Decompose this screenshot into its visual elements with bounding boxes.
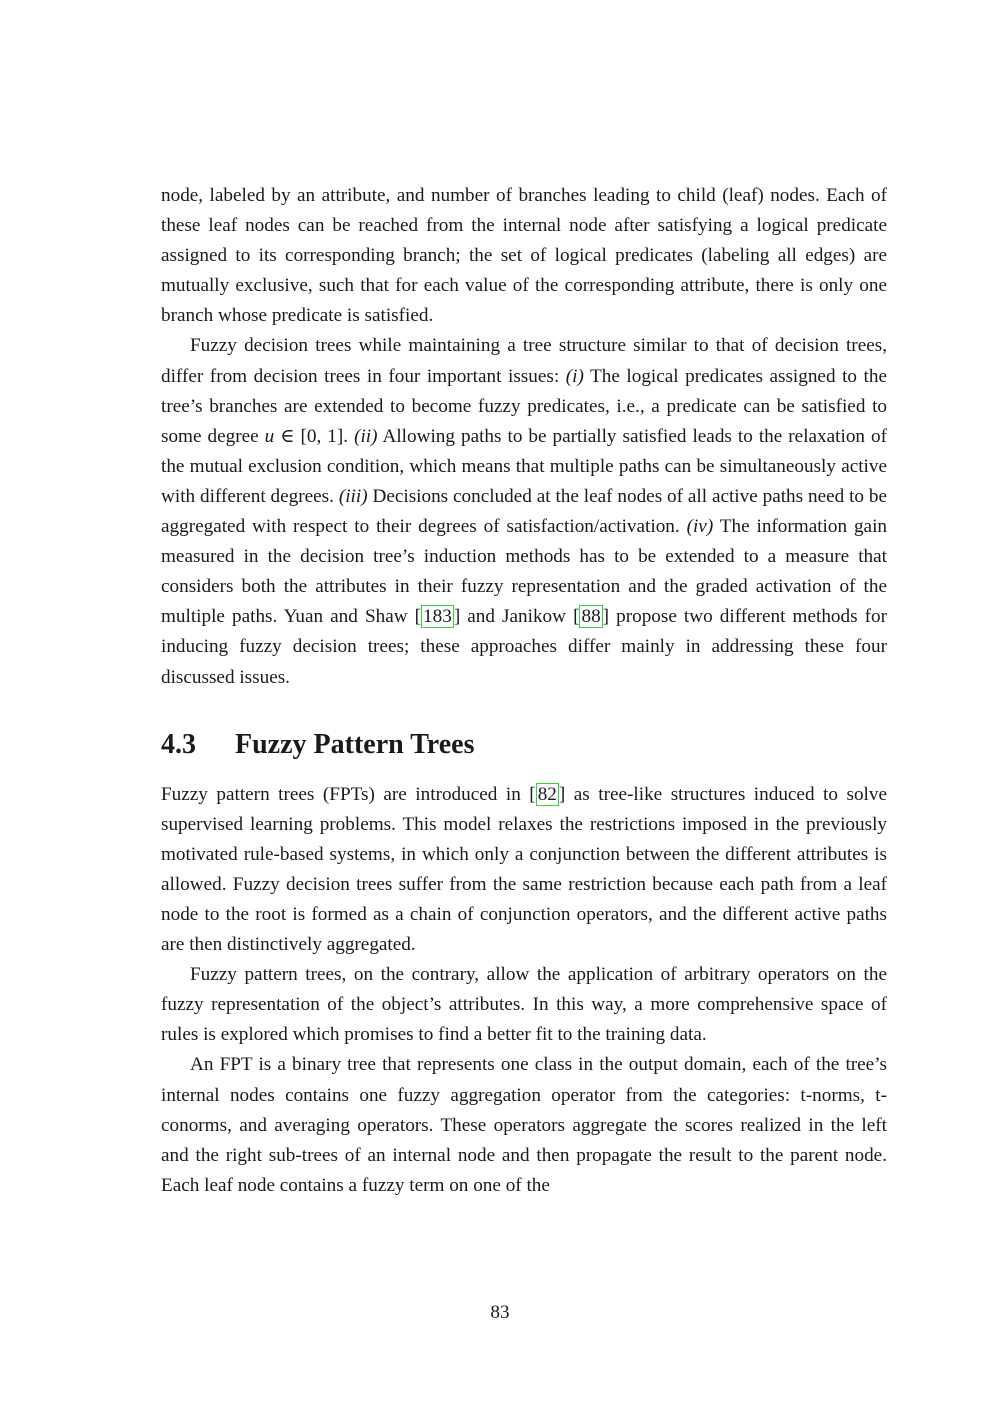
- paragraph-5: An FPT is a binary tree that represents one class in the output domain, each of the tree’s internal nodes contains one fuzzy aggregation operator from the categories: t-norms, t-conorms, and averaging operators. These operators aggregate the scores realized in the left and the right sub-trees of an internal node and then propagate the result to the parent node. Each leaf node contains a fuzzy term on one of the: [161, 1054, 887, 1196]
- citation-link[interactable]: 82: [537, 783, 557, 805]
- citation-link[interactable]: 183: [423, 606, 452, 628]
- text-run: The logical predicates assigned to the tree’s branches are extended to become fuzzy predicates, i.e., a predicate can be satisfied to some degree: [161, 365, 887, 447]
- paragraph-1: node, labeled by an attribute, and number of branches leading to child (leaf) nodes. Each of these leaf nodes can be reached from the internal node after satisfying a logical predicate assigned to its corresponding branch; the set of logical predicates (labeling all edges) are mutually exclusive, such that for each value of the corresponding attribute, there is only one branch whose predicate is satisfied.: [161, 185, 887, 327]
- text-run: Allowing paths to be partially satisfied leads to the relaxation of the mutual exclusion condition, which means that multiple paths can be simultaneously active with different degrees.: [161, 425, 887, 507]
- enum-marker: (ii): [354, 425, 378, 447]
- section-title: Fuzzy Pattern Trees: [235, 728, 475, 760]
- enum-marker: (iii): [338, 485, 368, 507]
- text-run: ] and Janikow [: [453, 606, 580, 628]
- text-run: ] propose two different methods for inducing fuzzy decision trees; these approaches differ mainly in addressing these four discussed issues.: [161, 606, 888, 688]
- math-expression: ∈ [0, 1].: [274, 425, 355, 447]
- text-run: Fuzzy pattern trees (FPTs) are introduced in [: [161, 783, 536, 805]
- paragraph-4: Fuzzy pattern trees, on the contrary, allow the application of arbitrary operators on the fuzzy representation of the object’s attributes. In this way, a more comprehensive space of rules is explored which promises to find a better fit to the training data.: [161, 964, 887, 1046]
- math-variable: u: [264, 425, 275, 447]
- text-run: Decisions concluded at the leaf nodes of all active paths need to be aggregated with respect to their degrees of satisfaction/activation.: [161, 485, 887, 538]
- paragraph-3: [161, 780, 887, 961]
- page-body: [161, 181, 887, 1201]
- enum-marker: (iv): [686, 516, 714, 538]
- enum-marker: (i): [565, 365, 584, 387]
- section-heading: [161, 727, 887, 763]
- paragraph-2: [161, 331, 887, 692]
- page-number: 83: [490, 1302, 510, 1323]
- text-run: The information gain measured in the decision tree’s induction methods has to be extended to a measure that considers both the attributes in their fuzzy representation and the graded activation of the multiple paths. Yuan and Shaw [: [161, 516, 888, 628]
- text-run: ] as tree-like structures induced to solve supervised learning problems. This model relaxes the restrictions imposed in the previously motivated rule-based systems, in which only a conjunction between the different attributes is allowed. Fuzzy decision trees suffer from the same restriction because each path from a leaf node to the root is formed as a chain of conjunction operators, and the different active paths are then distinctively aggregated.: [161, 783, 887, 956]
- section-number: 4.3: [161, 728, 196, 760]
- text-run: Fuzzy decision trees while maintaining a tree structure similar to that of decision trees, differ from decision trees in four important issues:: [161, 335, 887, 387]
- citation-link[interactable]: 88: [581, 606, 601, 628]
